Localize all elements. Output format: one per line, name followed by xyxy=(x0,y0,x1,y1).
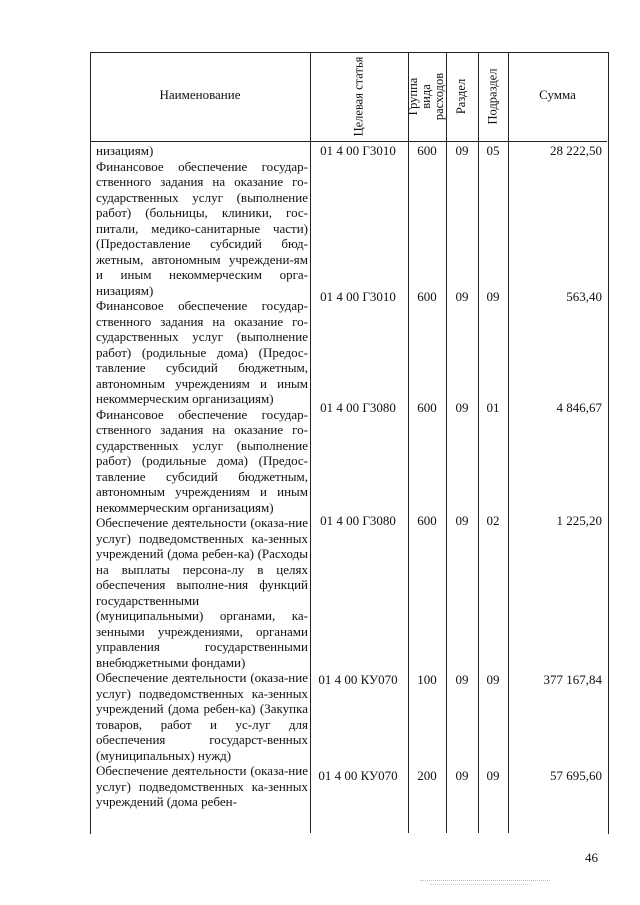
row-group: 600 xyxy=(417,513,437,528)
row-code: 01 4 00 Г3010 xyxy=(320,143,396,158)
col-divider xyxy=(508,52,509,833)
col-divider xyxy=(478,52,479,833)
row-section: 09 xyxy=(455,672,469,687)
row-code: 01 4 00 КУ070 xyxy=(318,672,398,687)
col-divider xyxy=(408,52,409,833)
row-section: 09 xyxy=(455,768,469,783)
col-divider xyxy=(446,52,447,833)
row-section: 09 xyxy=(455,143,469,158)
row-code: 01 4 00 Г3080 xyxy=(320,513,396,528)
header-section: Раздел xyxy=(454,78,469,115)
row-group: 600 xyxy=(417,143,437,158)
row-name: Обеспечение деятельности (оказа-ние услуг) подведомственных ка-зенных учреждений (дома ребен- xyxy=(96,763,308,809)
row-group: 600 xyxy=(417,400,437,415)
row-sum: 4 846,67 xyxy=(556,400,602,415)
row-code: 01 4 00 Г3080 xyxy=(320,400,396,415)
names-column xyxy=(96,143,308,810)
row-name: Финансовое обеспечение государ-ственного задания на оказание го-сударственных услуг (выполнение работ) (родильные дома) (Предос-тавление субсидий бюджетным, автономным учреждениям и иным некоммерческим организациям) xyxy=(96,406,308,515)
page-number: 46 xyxy=(585,850,598,865)
row-subsection: 09 xyxy=(486,672,500,687)
row-sum: 377 167,84 xyxy=(543,672,602,687)
row-sum: 1 225,20 xyxy=(556,513,602,528)
row-group: 100 xyxy=(417,672,437,687)
row-group: 600 xyxy=(417,289,437,304)
header-sum: Сумма xyxy=(539,87,576,102)
row-code: 01 4 00 КУ070 xyxy=(318,768,398,783)
row-subsection: 02 xyxy=(486,513,500,528)
row-section: 09 xyxy=(455,289,469,304)
header-subsection: Подраздел xyxy=(485,68,500,125)
row-name: Обеспечение деятельности (оказа-ние услуг) подведомственных ка-зенных учреждений (дома ребен-ка) (Закупка товаров, работ и ус-луг для обеспечения государст-венных (муниципальных) нужд) xyxy=(96,670,308,763)
row-sum: 563,40 xyxy=(566,289,602,304)
row-section: 09 xyxy=(455,400,469,415)
row-code: 01 4 00 Г3010 xyxy=(320,289,396,304)
scan-artifact xyxy=(430,884,530,885)
row-name: Обеспечение деятельности (оказа-ние услуг) подведомственных ка-зенных учреждений (дома ребен-ка) (Расходы на выплаты персона-лу в целях обеспечения выполне-ния функций государственными (муниципальными) органами, ка-зенными учреждениями, органами управления государственными внебюджетными фондами) xyxy=(96,515,308,670)
row-subsection: 01 xyxy=(486,400,500,415)
row-subsection: 05 xyxy=(486,143,500,158)
col-divider xyxy=(310,52,311,833)
header-divider xyxy=(90,141,607,142)
row-section: 09 xyxy=(455,513,469,528)
row-name: Финансовое обеспечение государ-ственного задания на оказание го-сударственных услуг (выполнение работ) (родильные дома) (Предос-тавление субсидий бюджетным, автономным учреждениям и иным некоммерческим организациям) xyxy=(96,298,308,406)
row-subsection: 09 xyxy=(486,289,500,304)
header-expense-group: Группа вида расходов xyxy=(406,72,447,121)
row-subsection: 09 xyxy=(486,768,500,783)
header-name: Наименование xyxy=(159,87,241,102)
row-sum: 57 695,60 xyxy=(550,768,602,783)
header-target-item: Целевая статья xyxy=(351,56,366,137)
row-group: 200 xyxy=(417,768,437,783)
row-sum: 28 222,50 xyxy=(550,143,602,158)
row-name: Финансовое обеспечение государ-ственного задания на оказание го-сударственных услуг (выполнение работ) (больницы, клиники, гос-питали, медико-санитарные части) (Предоставление субсидий бюд-жетным, автономным учреждени-ям и иным некоммерческим орга-низациям) xyxy=(96,158,308,298)
scan-artifact xyxy=(420,880,550,881)
row-name: низациям) xyxy=(96,143,154,158)
